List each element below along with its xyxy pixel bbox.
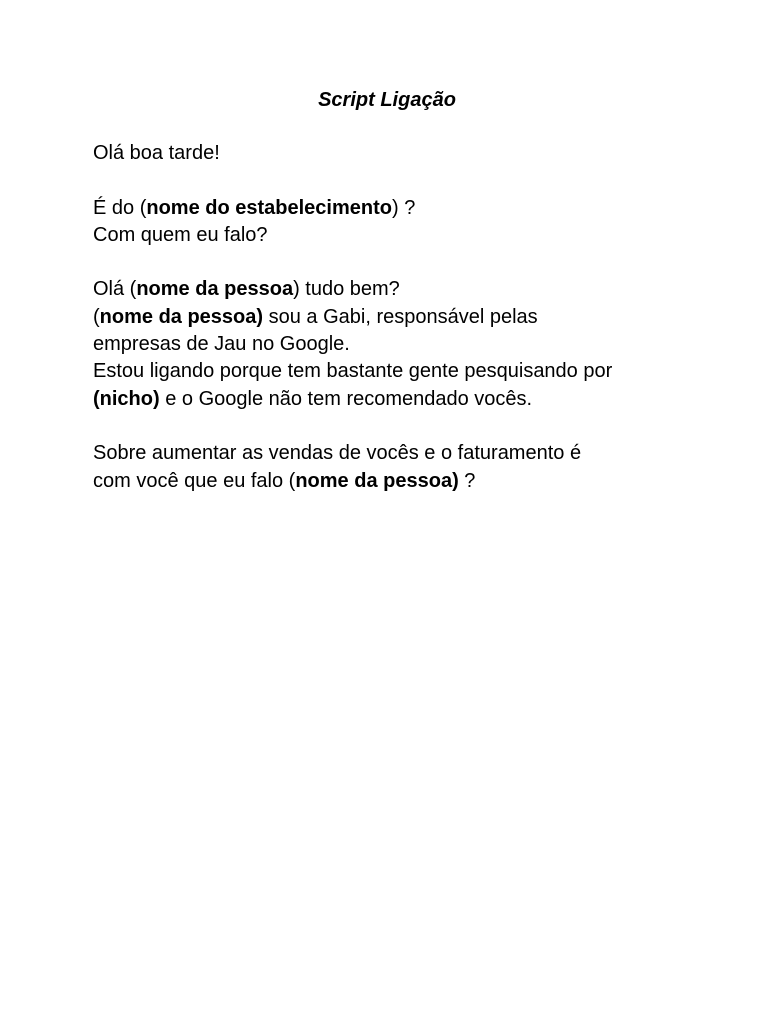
who-am-i-speaking-line: Com quem eu falo? xyxy=(93,223,268,246)
text-segment: ( xyxy=(93,305,100,328)
greeting-line: Olá boa tarde! xyxy=(93,142,220,164)
text-segment: ? xyxy=(458,469,476,492)
text-segment: sou a Gabi, responsável pelas xyxy=(263,305,538,328)
calling-reason-line: Estou ligando porque tem bastante gente pesquisando por xyxy=(93,360,613,383)
blank-line xyxy=(93,413,693,440)
decision-maker-line xyxy=(93,468,693,495)
establishment-question-line xyxy=(93,195,693,222)
text-segment: e o Google não tem recomendado vocês. xyxy=(159,387,533,410)
text-segment: É do ( xyxy=(93,196,147,219)
document-title: Script Ligação xyxy=(318,89,456,111)
text-segment: Olá ( xyxy=(93,278,137,301)
blank-line xyxy=(93,249,693,276)
placeholder-person-name: nome da pessoa) xyxy=(295,469,459,492)
companies-line: empresas de Jau no Google. xyxy=(93,333,350,356)
sales-question-line: Sobre aumentar as vendas de vocês e o faturamento é xyxy=(93,442,582,465)
niche-line xyxy=(93,386,693,413)
placeholder-establishment-name: nome do estabelecimento xyxy=(146,196,392,219)
placeholder-person-name: nome da pessoa) xyxy=(99,305,264,328)
placeholder-niche: (nicho) xyxy=(93,387,160,410)
text-segment: ) tudo bem? xyxy=(293,278,400,301)
placeholder-person-name: nome da pessoa xyxy=(136,278,294,301)
greeting-person-line xyxy=(93,276,693,303)
introduction-line xyxy=(93,304,693,331)
blank-line xyxy=(93,167,693,194)
document-body xyxy=(93,140,693,495)
text-segment: com você que eu falo ( xyxy=(93,469,296,492)
text-segment: ) ? xyxy=(391,196,416,219)
